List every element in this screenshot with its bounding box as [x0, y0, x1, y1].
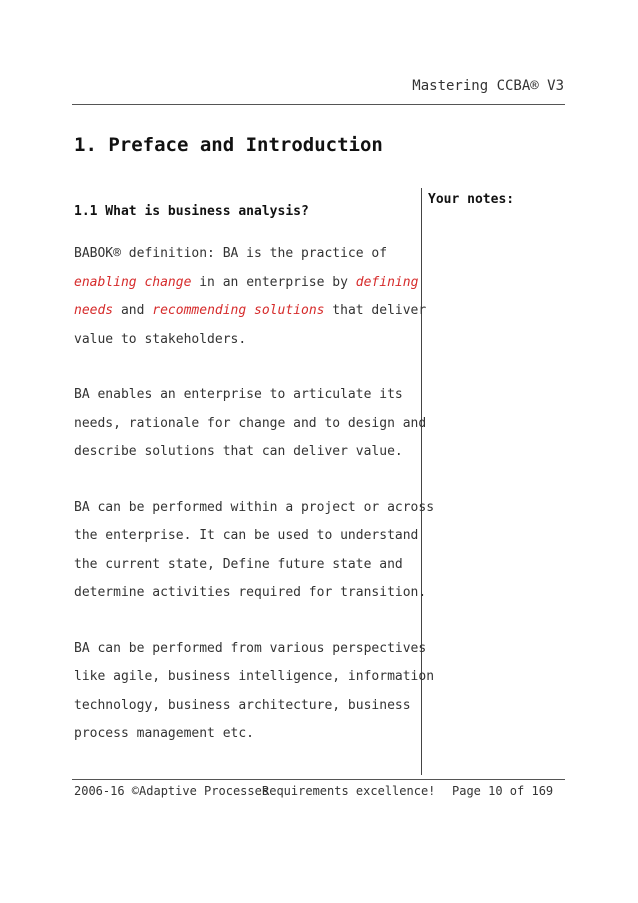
page-footer	[74, 784, 553, 798]
text-line: like agile, business intelligence, information	[74, 669, 435, 684]
text-line	[74, 269, 419, 298]
paragraph-ba-enables	[74, 381, 427, 467]
text-line: BABOK® definition: BA is the practice of	[74, 246, 388, 261]
footer-tagline: Requirements excellence!	[262, 784, 436, 798]
text-fragment: in an enterprise by	[191, 274, 356, 290]
text-line	[74, 297, 427, 326]
paragraph-ba-scope	[74, 494, 435, 608]
running-header: Mastering CCBA® V3	[412, 78, 564, 94]
notes-column-divider	[421, 188, 422, 775]
text-fragment: that deliver	[324, 303, 427, 318]
header-divider	[72, 104, 565, 105]
text-line: describe solutions that can deliver value.	[74, 444, 403, 459]
section-title: 1.1 What is business analysis?	[74, 204, 309, 219]
footer-copyright: 2006-16 ©Adaptive Processes	[74, 784, 270, 798]
highlight-term: defining	[355, 274, 419, 290]
footer-divider	[72, 779, 565, 780]
text-line: BA can be performed from various perspectives	[74, 640, 427, 656]
body-text	[74, 240, 435, 776]
highlight-term: recommending solutions	[152, 303, 325, 318]
text-line: BA can be performed within a project or across	[74, 499, 435, 515]
paragraph-babok-definition	[74, 240, 427, 354]
notes-label: Your notes:	[428, 192, 515, 207]
highlight-term: needs	[74, 303, 114, 318]
text-line: technology, business architecture, business	[74, 697, 411, 713]
text-fragment: and	[113, 303, 153, 318]
text-line: BA enables an enterprise to articulate its	[74, 387, 403, 402]
footer-page-number: Page 10 of 169	[452, 784, 554, 798]
text-line: value to stakeholders.	[74, 331, 247, 347]
text-line: needs, rationale for change and to design and	[74, 415, 427, 431]
text-line: process management etc.	[74, 726, 255, 741]
paragraph-ba-perspectives	[74, 635, 435, 749]
text-line: the enterprise. It can be used to understand	[74, 528, 419, 543]
text-line: the current state, Define future state and	[74, 556, 403, 572]
highlight-term: enabling change	[74, 274, 192, 290]
text-line: determine activities required for transition.	[74, 585, 427, 600]
chapter-title: 1. Preface and Introduction	[74, 134, 383, 156]
